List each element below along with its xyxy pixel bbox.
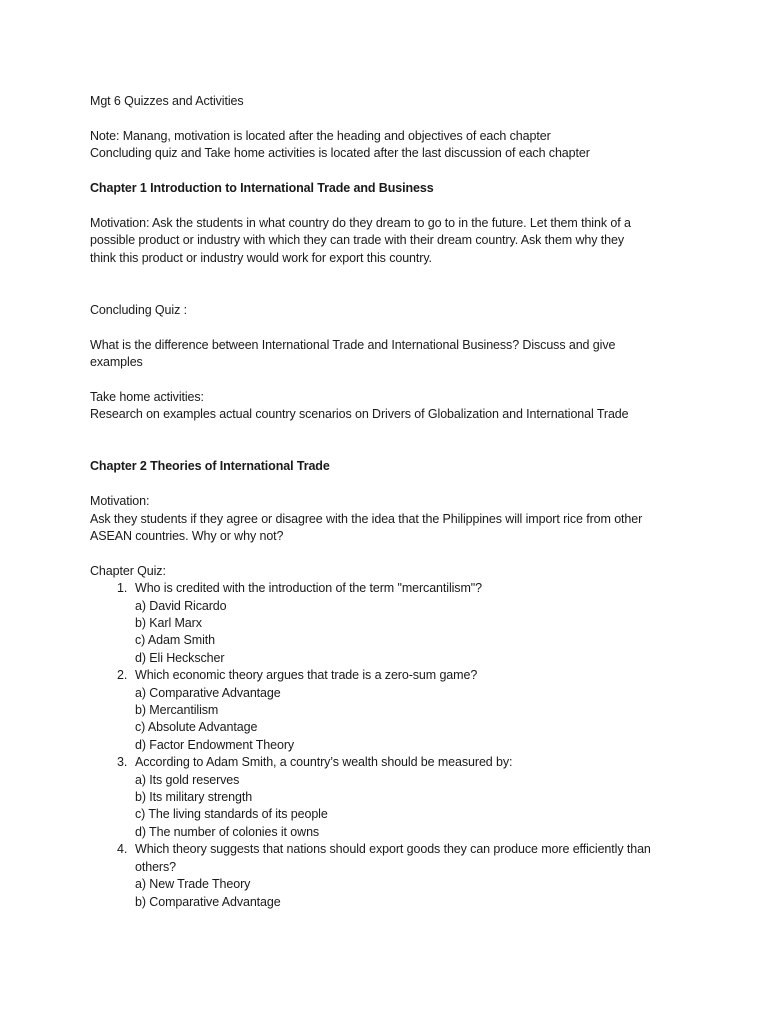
answer-option: b) Mercantilism — [135, 703, 219, 718]
chapter-2-motivation-line-2: ASEAN countries. Why or why not? — [90, 529, 284, 543]
quiz-question — [90, 667, 690, 754]
answer-option: a) Its gold reserves — [135, 772, 240, 787]
chapter-2-quiz-list — [90, 580, 690, 911]
question-text: Which economic theory argues that trade is a zero-sum game? — [135, 668, 478, 683]
spacer — [90, 371, 690, 388]
answer-option: b) Karl Marx — [135, 616, 202, 631]
quiz-question — [90, 580, 690, 667]
note-line-1: Note: Manang, motivation is located after the heading and objectives of each chapter — [90, 128, 551, 143]
chapter-1-motivation-line-1: Motivation: Ask the students in what country do they dream to go to in the future. Let them think of a — [90, 215, 631, 230]
chapter-2-heading: Chapter 2 Theories of International Trade — [90, 459, 330, 474]
spacer — [90, 319, 690, 336]
note-line-2: Concluding quiz and Take home activities is located after the last discussion of each chapter — [90, 146, 590, 161]
chapter-1-concluding-quiz-label: Concluding Quiz : — [90, 302, 187, 317]
question-number: 4. — [117, 842, 128, 857]
answer-option: d) Eli Heckscher — [135, 650, 225, 665]
answer-option: a) David Ricardo — [135, 598, 227, 613]
chapter-2-motivation-label: Motivation: — [90, 494, 150, 509]
spacer — [90, 110, 690, 127]
chapter-2-quiz-label: Chapter Quiz: — [90, 563, 166, 578]
answer-option: a) Comparative Advantage — [135, 685, 281, 700]
answer-option: c) The living standards of its people — [135, 807, 328, 822]
question-text: Which theory suggests that nations should export goods they can produce more efficiently than others? — [135, 842, 651, 874]
question-text: Who is credited with the introduction of the term "mercantilism"? — [135, 581, 482, 596]
question-number: 2. — [117, 668, 128, 683]
spacer — [90, 476, 690, 493]
answer-option: d) The number of colonies it owns — [135, 824, 320, 839]
spacer — [90, 441, 690, 458]
document-page — [90, 93, 690, 911]
chapter-1-motivation-line-2: possible product or industry with which they can trade with their dream country. Ask them why they — [90, 233, 624, 248]
quiz-question — [90, 841, 690, 911]
answer-option: c) Adam Smith — [135, 633, 215, 648]
chapter-1-motivation-line-3: think this product or industry would work for export this country. — [90, 250, 432, 265]
spacer — [90, 424, 690, 441]
document-title: Mgt 6 Quizzes and Activities — [90, 94, 244, 108]
spacer — [90, 267, 690, 284]
question-number: 3. — [117, 755, 128, 770]
spacer — [90, 163, 690, 180]
answer-option: b) Its military strength — [135, 790, 253, 805]
spacer — [90, 284, 690, 301]
chapter-1-heading: Chapter 1 Introduction to International Trade and Business — [90, 181, 434, 195]
answer-option: a) New Trade Theory — [135, 877, 251, 892]
chapter-1-take-home-label: Take home activities: — [90, 389, 204, 404]
chapter-1-question-line-1: What is the difference between International Trade and International Business? Discuss and give — [90, 337, 616, 352]
spacer — [90, 545, 690, 562]
chapter-1-take-home-text: Research on examples actual country scenarios on Drivers of Globalization and International Trade — [90, 407, 629, 422]
question-number: 1. — [117, 581, 128, 596]
spacer — [90, 197, 690, 214]
answer-option: b) Comparative Advantage — [135, 894, 281, 909]
question-text: According to Adam Smith, a country’s wealth should be measured by: — [135, 755, 513, 770]
answer-option: d) Factor Endowment Theory — [135, 737, 295, 752]
chapter-1-question-line-2: examples — [90, 355, 143, 369]
chapter-2-motivation-line-1: Ask they students if they agree or disagree with the idea that the Philippines will import rice from other — [90, 511, 643, 526]
quiz-question — [90, 754, 690, 841]
answer-option: c) Absolute Advantage — [135, 720, 258, 735]
